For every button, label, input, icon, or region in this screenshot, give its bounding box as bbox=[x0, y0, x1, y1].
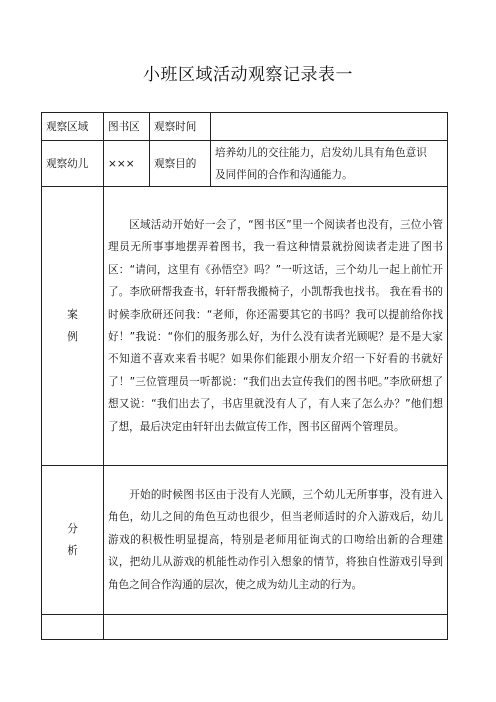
time-label: 观察时间 bbox=[150, 113, 211, 141]
case-content bbox=[104, 187, 448, 466]
row-blank bbox=[42, 615, 448, 640]
observation-table bbox=[41, 112, 448, 640]
analysis-text: 开始的时候图书区由于没有人光顾，三个幼儿无所事事，没有进入角色，幼儿之间的角色互动也很少，但当老师适时的介入游戏后，幼儿游戏的积极性明显提高，特别是老师用征询式的口吻给出新的合理建议，把幼儿从游戏的机能性动作引入想象的情节，将独自性游戏引导到角色之间合作沟通的层次，使之成为幼儿主动的行为。 bbox=[108, 488, 443, 591]
blank-cell-right bbox=[104, 615, 448, 640]
blank-cell-left bbox=[42, 615, 104, 640]
case-text: 区域活动开始好一会了，“图书区”里一个阅读者也没有，三位小管理员无所事事地摆弄着图书，我一看这种情景就扮阅读者走进了图书区：“请问，这里有《孙悟空》吗？”一听这话，三个幼儿一起上前忙开了。李欣研帮我查书，轩轩帮我搬椅子，小凯帮我也找书。 我在看书的时候李欣研还问我：“老师，你还需要其它的书吗？我可以提前给你找好！”我说：“你们的服务那么好，为什么没有读者光顾呢？是不是大家不知道不喜欢来看书呢？如果你们能跟小朋友介绍一下好看的书就好了！”三位管理员一听都说：“我们出去宣传我们的图书吧。”李欣研想了想又说：“我们出去了，书店里就没有人了，有人来了怎么办？”他们想了想，最后决定由轩轩出去做宣传工作，图书区留两个管理员。 bbox=[108, 218, 443, 433]
purpose-label: 观察目的 bbox=[150, 141, 211, 187]
row-case bbox=[42, 187, 448, 466]
area-value: 图书区 bbox=[104, 113, 150, 141]
child-value: ××× bbox=[104, 141, 150, 187]
analysis-label: 分 析 bbox=[42, 466, 104, 615]
purpose-line-1: 培养幼儿的交往能力，启发幼儿具有角色意识 bbox=[215, 146, 427, 159]
row-analysis bbox=[42, 466, 448, 615]
child-label: 观察幼儿 bbox=[42, 141, 104, 187]
row-area-time bbox=[42, 113, 448, 141]
case-label: 案 例 bbox=[42, 187, 104, 466]
purpose-value bbox=[211, 141, 448, 187]
purpose-line-2: 及同伴间的合作和沟通能力。 bbox=[215, 168, 353, 181]
row-child-purpose bbox=[42, 141, 448, 187]
area-label: 观察区域 bbox=[42, 113, 104, 141]
document-title: 小班区域活动观察记录表一 bbox=[143, 65, 353, 85]
time-value bbox=[211, 113, 448, 141]
analysis-content bbox=[104, 466, 448, 615]
